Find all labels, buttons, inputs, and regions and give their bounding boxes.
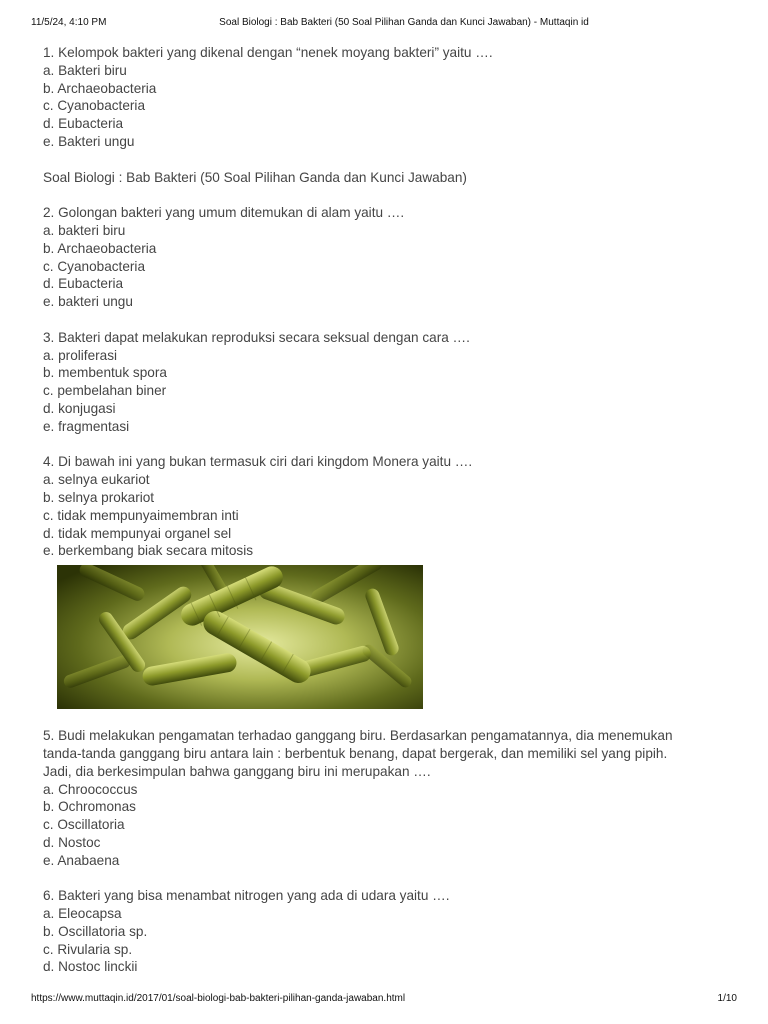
question-3: [43, 329, 733, 436]
question-4: [43, 453, 733, 560]
answer-option: e. fragmentasi: [43, 418, 130, 434]
article-subtitle: Soal Biologi : Bab Bakteri (50 Soal Pilihan Ganda dan Kunci Jawaban): [43, 169, 467, 185]
answer-option: c. pembelahan biner: [43, 383, 167, 399]
page-number: 1/10: [717, 993, 737, 1004]
question-text: 1. Kelompok bakteri yang dikenal dengan “nenek moyang bakteri” yaitu ….: [43, 45, 493, 60]
answer-option: b. selnya prokariot: [43, 489, 155, 505]
question-5: [43, 727, 733, 869]
answer-option: b. Oscillatoria sp.: [43, 923, 148, 939]
question-text-line: tanda-tanda ganggang biru antara lain : berbentuk benang, dapat bergerak, dan memiliki sel yang pipih.: [43, 745, 668, 761]
answer-option: a. proliferasi: [43, 347, 118, 363]
question-text-line: 5. Budi melakukan pengamatan terhadao ganggang biru. Berdasarkan pengamatannya, dia menemukan: [43, 728, 673, 744]
answer-option: c. Oscillatoria: [43, 817, 125, 833]
answer-option: a. Eleocapsa: [43, 906, 122, 922]
answer-option: b. Archaeobacteria: [43, 240, 157, 256]
answer-option: d. Nostoc: [43, 834, 101, 850]
answer-option: e. Anabaena: [43, 852, 120, 868]
question-1: [43, 44, 733, 151]
answer-option: a. selnya eukariot: [43, 472, 150, 488]
answer-option: b. Archaeobacteria: [43, 80, 157, 96]
print-datetime: 11/5/24, 4:10 PM: [31, 17, 107, 28]
print-page-title: Soal Biologi : Bab Bakteri (50 Soal Pilihan Ganda dan Kunci Jawaban) - Muttaqin id: [219, 17, 589, 28]
answer-option: b. membentuk spora: [43, 365, 167, 381]
article-subtitle-block: [43, 169, 733, 187]
print-header: [31, 17, 737, 31]
print-footer: [31, 993, 737, 1007]
answer-option: a. bakteri biru: [43, 222, 126, 238]
bacteria-illustration: [57, 565, 423, 709]
question-text: 2. Golongan bakteri yang umum ditemukan di alam yaitu ….: [43, 205, 405, 221]
answer-option: b. Ochromonas: [43, 799, 136, 815]
answer-option: d. tidak mempunyai organel sel: [43, 525, 232, 541]
bacteria-image: [57, 565, 423, 709]
print-url: https://www.muttaqin.id/2017/01/soal-biologi-bab-bakteri-pilihan-ganda-jawaban.html: [31, 993, 406, 1004]
answer-option: c. Cyanobacteria: [43, 98, 146, 114]
document-content: [43, 44, 733, 976]
answer-option: e. Bakteri ungu: [43, 133, 135, 149]
question-2: [43, 204, 733, 311]
answer-option: c. Rivularia sp.: [43, 941, 133, 957]
answer-option: a. Chroococcus: [43, 781, 138, 797]
question-text: 4. Di bawah ini yang bukan termasuk ciri dari kingdom Monera yaitu ….: [43, 454, 473, 470]
answer-option: d. Eubacteria: [43, 276, 124, 292]
question-text: 6. Bakteri yang bisa menambat nitrogen yang ada di udara yaitu ….: [43, 888, 450, 904]
answer-option: d. konjugasi: [43, 400, 116, 416]
answer-option: c. tidak mempunyaimembran inti: [43, 507, 239, 523]
question-text-line: Jadi, dia berkesimpulan bahwa ganggang biru ini merupakan ….: [43, 763, 431, 779]
question-6: [43, 887, 733, 976]
answer-option: e. berkembang biak secara mitosis: [43, 543, 254, 559]
answer-option: a. Bakteri biru: [43, 62, 127, 78]
answer-option: e. bakteri ungu: [43, 294, 133, 310]
answer-option: d. Eubacteria: [43, 116, 124, 132]
answer-option: d. Nostoc linckii: [43, 959, 138, 975]
answer-option: c. Cyanobacteria: [43, 258, 146, 274]
question-text: 3. Bakteri dapat melakukan reproduksi secara seksual dengan cara ….: [43, 329, 470, 345]
